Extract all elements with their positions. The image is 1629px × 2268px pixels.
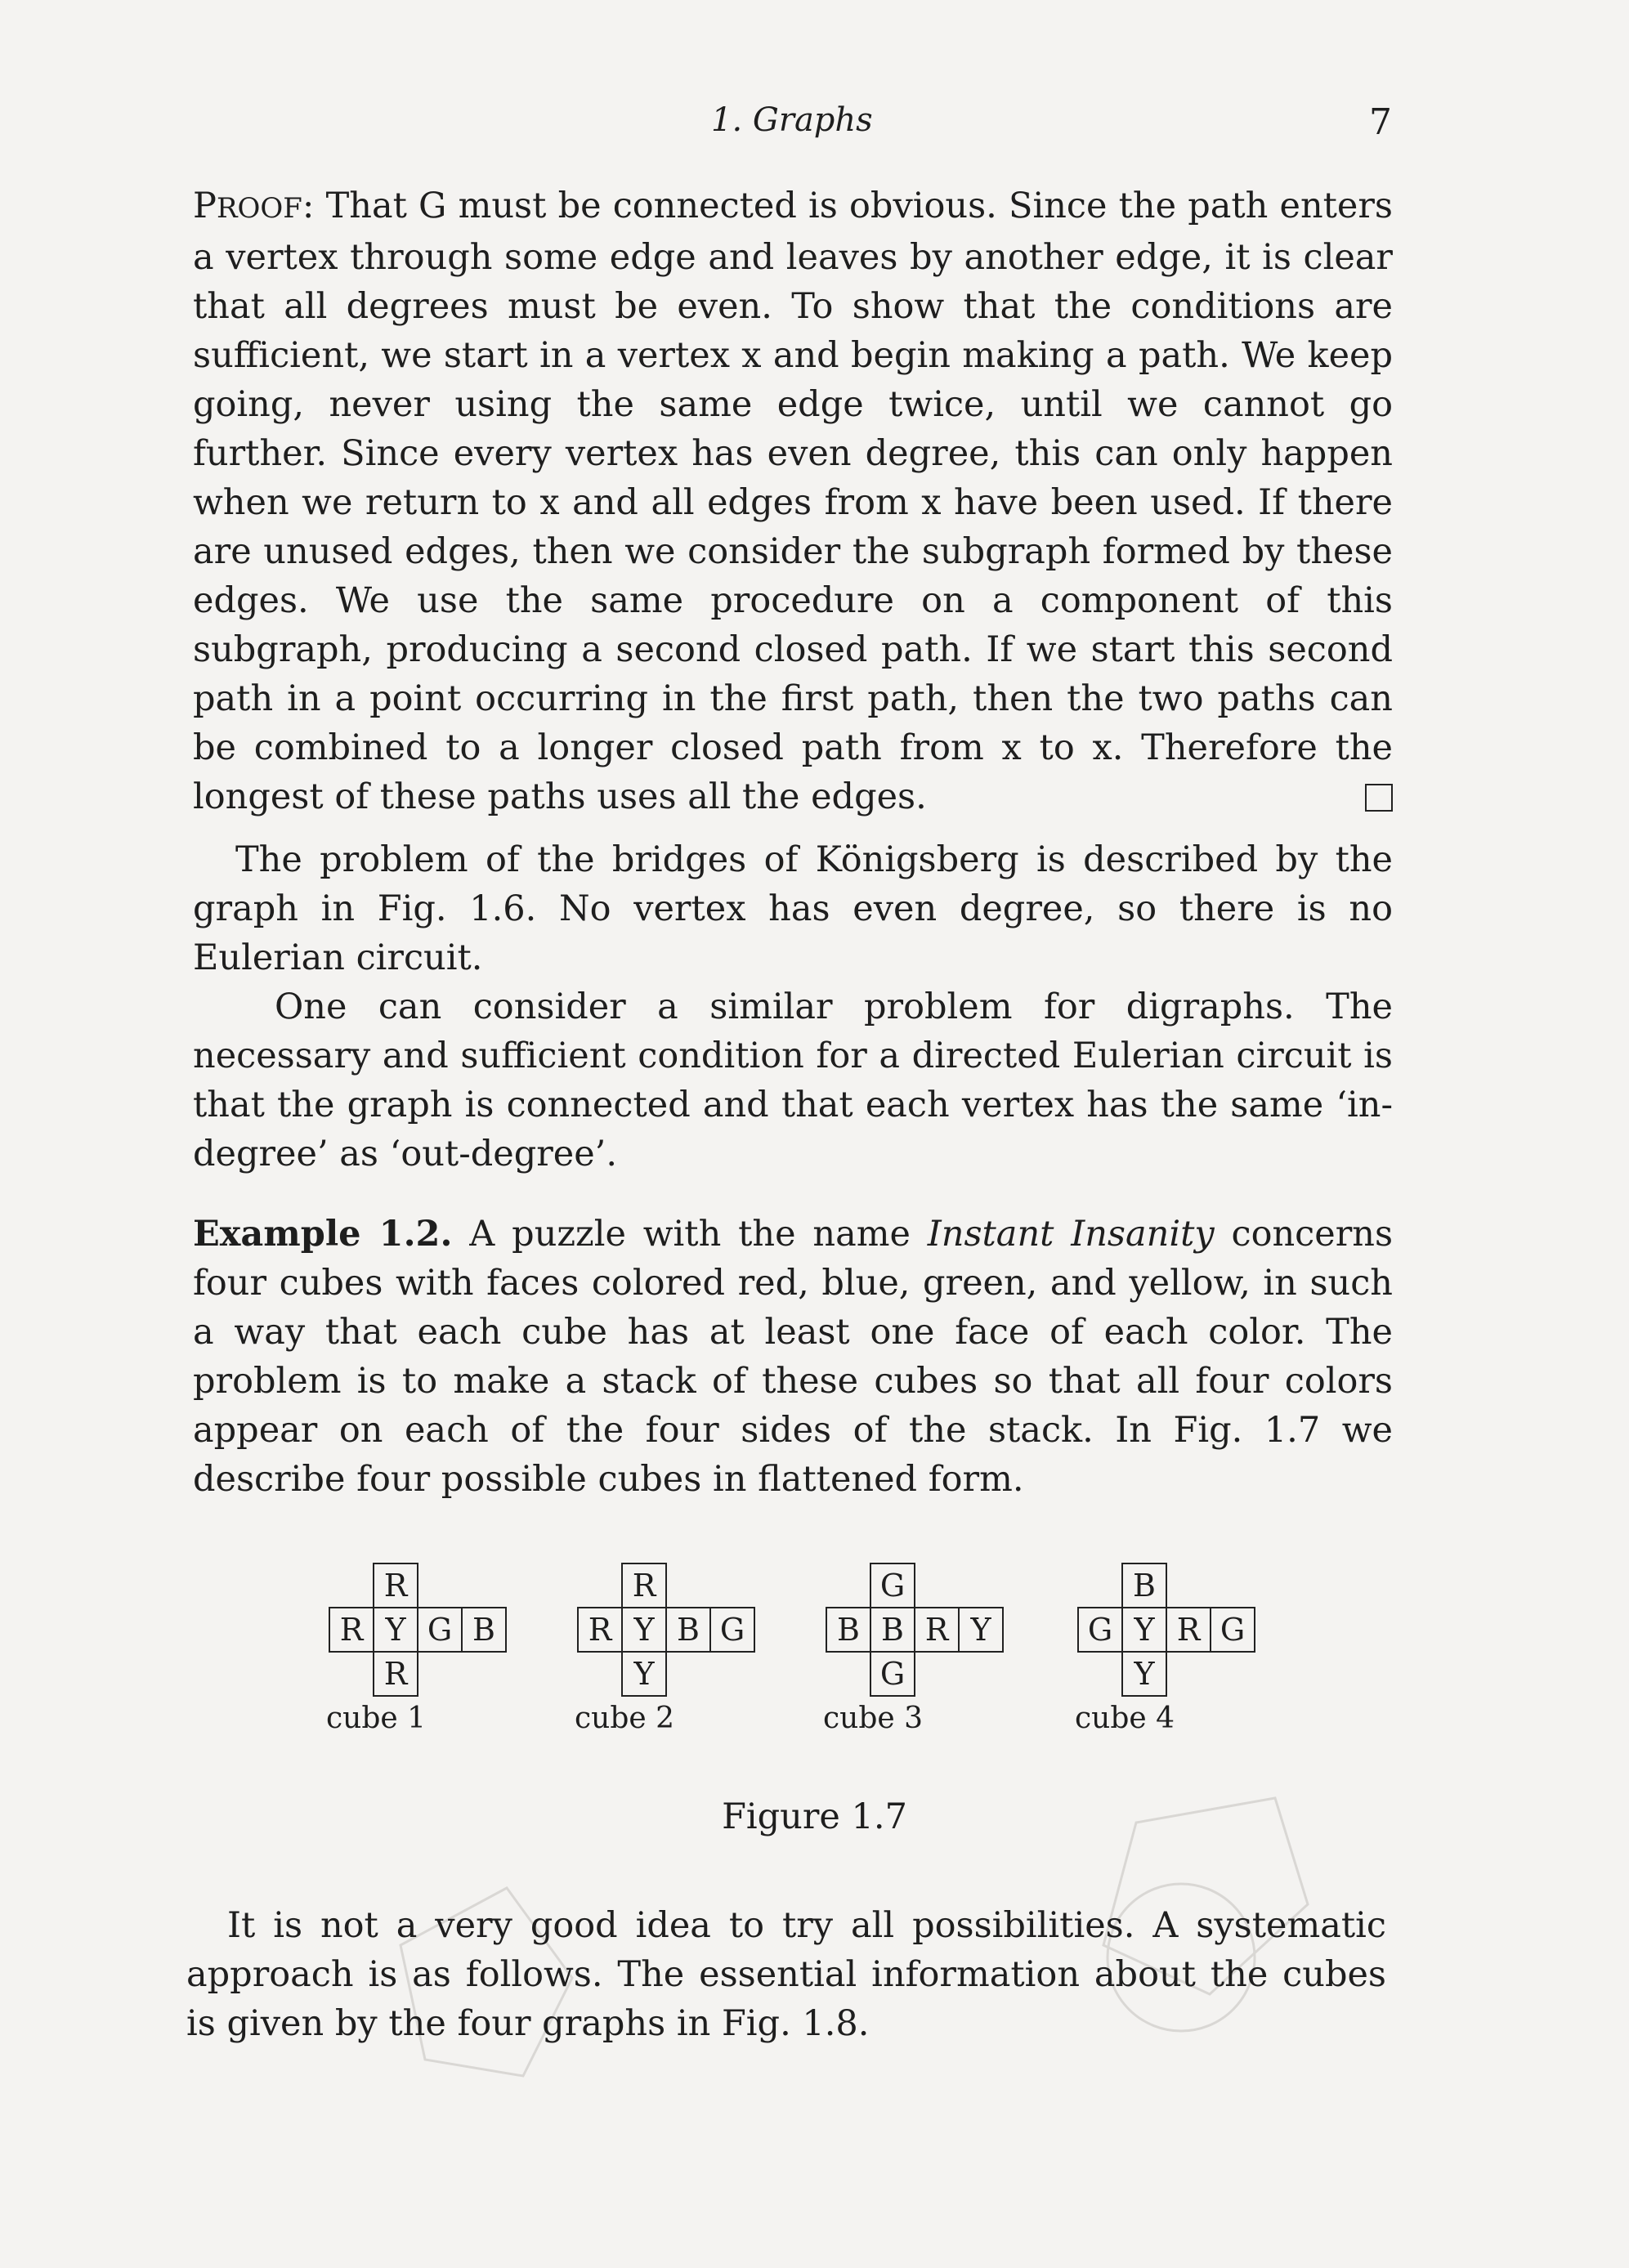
cube-face: R xyxy=(329,1607,374,1653)
closing-paragraph: It is not a very good idea to try all possibilities. A systematic approach is as follows. The essential information about the cubes is given by the four graphs in Fig. 1.8. xyxy=(186,1905,1386,2044)
running-header xyxy=(0,96,1629,145)
cube-face: R xyxy=(577,1607,623,1653)
running-title: 1. Graphs xyxy=(711,101,873,139)
qed-square-icon xyxy=(1365,784,1393,812)
konigsberg-paragraph: The problem of the bridges of Königsberg is described by the graph in Fig. 1.6. No vertex has even degree, so there is no Eulerian circuit. xyxy=(193,839,1393,978)
figure-caption: Figure 1.7 xyxy=(722,1796,907,1837)
cube-face: R xyxy=(621,1563,667,1608)
digraphs-paragraph: One can consider a similar problem for digraphs. The necessary and sufficient condition for a directed Eulerian circuit is that the graph is connected and that each vertex has the same ‘in-degree’ as ‘out-degree’. xyxy=(193,986,1393,1174)
cube-label: cube 2 xyxy=(574,1702,675,1735)
example-paragraph xyxy=(193,1210,1393,1504)
cube-face: Y xyxy=(621,1651,667,1697)
cube-face: G xyxy=(870,1563,915,1608)
cube-face: Y xyxy=(958,1607,1004,1653)
cube-face: G xyxy=(417,1607,463,1653)
proof-body: That G must be connected is obvious. Since the path enters a vertex through some edge and leaves by another edge, it is clear that all degrees must be even. To show that the conditions are sufficient, we start in a vertex x and begin making a path. We keep going, never using the same edge twice, until we cannot go further. Since every vertex has even degree, this can only happen when we return to x and all edges from x have been used. If there are unused edges, then we consider the subgraph formed by these edges. We use the same procedure on a component of this subgraph, producing a second closed path. If we start this second path in a point occurring in the first path, then the two paths can be combined to a longer closed path from x to x. Therefore the longest of these paths uses all the edges. xyxy=(193,186,1393,817)
example-puzzle-title: Instant Insanity xyxy=(927,1214,1215,1255)
cube-face: Y xyxy=(373,1607,418,1653)
page-number: 7 xyxy=(1369,101,1392,143)
cube-face: Y xyxy=(1121,1651,1167,1697)
cube-face: B xyxy=(870,1607,915,1653)
cube-face: G xyxy=(870,1651,915,1697)
cube-face: Y xyxy=(1121,1607,1167,1653)
cube-face: G xyxy=(1210,1607,1255,1653)
cube-face: B xyxy=(826,1607,871,1653)
cube-label: cube 4 xyxy=(1074,1702,1175,1735)
cube-label: cube 1 xyxy=(325,1702,427,1735)
cube-face: R xyxy=(373,1563,418,1608)
cube-face: R xyxy=(914,1607,960,1653)
example-text-after: concerns four cubes with faces colored red, blue, green, and yellow, in such a way that each cube has at least one face of each color. The problem is to make a stack of these cubes so that all four colors appear on each of the four sides of the stack. In Fig. 1.7 we describe four possible cubes in flattened form. xyxy=(193,1214,1394,1500)
proof-paragraph xyxy=(193,181,1393,821)
cube-face: R xyxy=(1166,1607,1211,1653)
cube-face: B xyxy=(461,1607,507,1653)
cube-face: R xyxy=(373,1651,418,1697)
cube-face: B xyxy=(665,1607,711,1653)
proof-label: PROOF: xyxy=(193,186,315,226)
cube-face: B xyxy=(1121,1563,1167,1608)
example-label: Example 1.2. xyxy=(193,1214,453,1255)
example-text-before: A puzzle with the name xyxy=(469,1214,911,1255)
cube-face: G xyxy=(1077,1607,1123,1653)
cube-face: Y xyxy=(621,1607,667,1653)
cube-label: cube 3 xyxy=(822,1702,924,1735)
cube-face: G xyxy=(709,1607,755,1653)
